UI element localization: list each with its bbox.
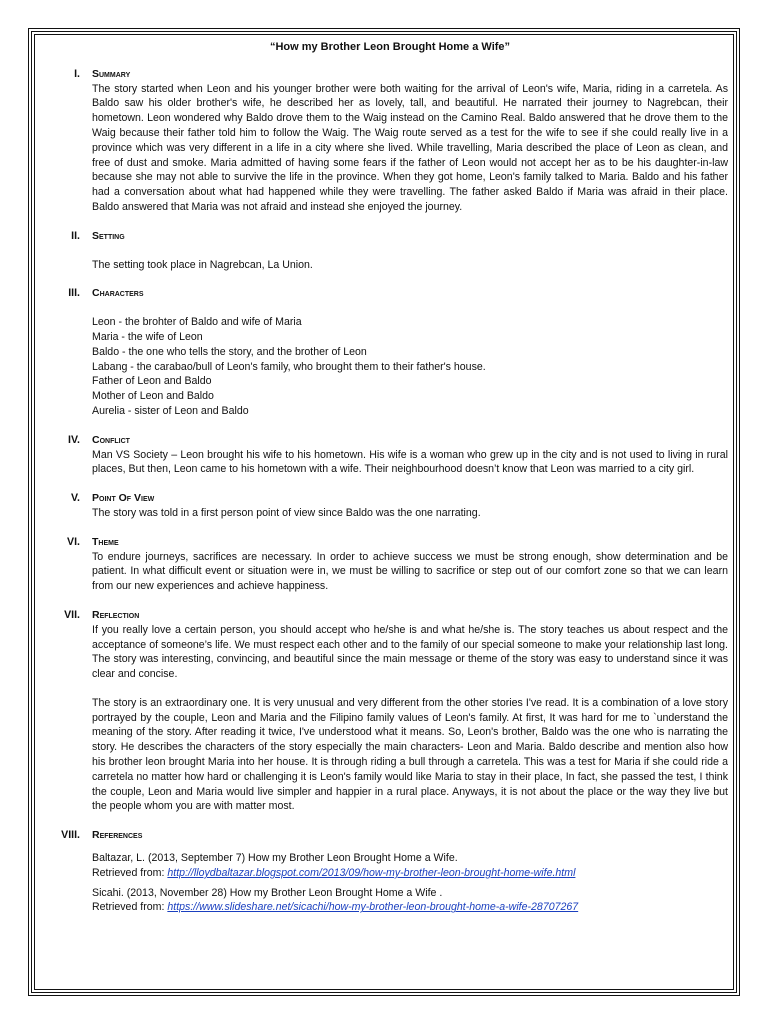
section-theme [52, 535, 728, 594]
document-title: “How my Brother Leon Brought Home a Wife” [269, 41, 511, 53]
character-item: Baldo - the one who tells the story, and the brother of Leon [92, 345, 367, 358]
section-numeral: V. [70, 492, 80, 505]
section-characters [52, 286, 728, 418]
reference-link[interactable]: https://www.slideshare.net/sicachi/how-my-brother-leon-brought-home-a-wife-28707267 [167, 901, 579, 914]
section-numeral: I. [74, 67, 80, 80]
section-reflection [52, 608, 728, 814]
section-heading-conflict: Conflict [92, 433, 130, 446]
section-conflict [52, 433, 728, 477]
section-numeral: VI. [67, 535, 80, 548]
section-heading-setting: Setting [92, 229, 125, 242]
section-heading-summary: Summary [92, 67, 131, 80]
setting-text: The setting took place in Nagrebcan, La Union. [92, 258, 313, 271]
conflict-text: Man VS Society – Leon brought his wife to his hometown. His wife is a woman who grew up in the city and is not used to living in rural places, But then, Leon came to his hometown with a wife. Their neighbourhood doesn’t know that Leon was married to a city girl. [92, 448, 728, 476]
reference-citation: Sicahi. (2013, November 28) How my Brother Leon Brought Home a Wife . [92, 886, 443, 899]
character-item: Labang - the carabao/bull of Leon's family, who brought them to their father's house. [92, 360, 486, 373]
section-heading-reflection: Reflection [92, 608, 140, 621]
character-item: Aurelia - sister of Leon and Baldo [92, 404, 249, 417]
section-setting [52, 229, 728, 273]
section-heading-theme: Theme [92, 535, 119, 548]
theme-text: To endure journeys, sacrifices are necessary. In order to achieve success we must be strong enough, show determination and be patient. In what difficult event or situation were in, we must be willing to sacrifice or step out of our comfort zone so that we can learn from our new experiences and achieve happiness. [92, 550, 728, 593]
character-item: Leon - the brohter of Baldo and wife of Maria [92, 316, 302, 329]
point-of-view-text: The story was told in a first person point of view since Baldo was the one narrating. [92, 506, 481, 519]
section-heading-characters: Characters [92, 287, 144, 300]
section-summary [52, 67, 728, 215]
character-item: Maria - the wife of Leon [92, 330, 203, 343]
character-item: Father of Leon and Baldo [92, 375, 212, 388]
section-numeral: VII. [64, 608, 80, 621]
section-heading-point-of-view: Point Of View [92, 492, 155, 505]
summary-text: The story started when Leon and his younger brother were both waiting for the arrival of Leon's wife, Maria, riding in a carretela. As Baldo saw his older brother's wife, he described her as lovely, tall, and beautiful. He narrated their journey to Nagrebcan, their hometown. Leon wondered why Baldo drove them to the Waig instead on the Camino Real. Baldo answered that he drove them to the Waig because their father told him to follow the Waig. The Waig route served as a test for the wife to see if she could really live in a province which was very different in a life in a city where she lived. While travelling, Maria described the place of Leon as clean, and free of dust and smoke. Maria admitted of having some fears if the father of Leon would not accept her as to be his daughter-in-law because she may not able to survive the life in the province. When they got home, Leon's family talked to Maria. Baldo and his father had a conversation about what had happened while they were travelling. The father asked Baldo if Maria was afraid in their place. Baldo answered that Maria was not afraid and instead she enjoyed the journey. [92, 82, 728, 213]
section-numeral: IV. [68, 433, 80, 446]
reference-entry [92, 851, 728, 881]
section-heading-references: References [92, 829, 143, 842]
section-numeral: III. [68, 287, 80, 300]
retrieved-label: Retrieved from: [92, 866, 168, 879]
reference-entry [92, 886, 728, 916]
section-numeral: II. [71, 229, 80, 242]
reference-link[interactable]: http://lloydbaltazar.blogspot.com/2013/09/how-my-brother-leon-brought-home-wife.html [167, 866, 576, 879]
document-body [52, 40, 728, 929]
reflection-paragraph: If you really love a certain person, you should accept who he/she is and what he/she is. The story teaches us about respect and the acceptance of someone’s life. We must respect each other and to the family of our special someone to make your relationship last long. The story was interesting, convincing, and beautiful since the main message or theme of the story was easy to understand since it was clear and concise. [92, 623, 728, 681]
section-point-of-view [52, 491, 728, 521]
section-references [52, 828, 728, 915]
character-item: Mother of Leon and Baldo [92, 390, 214, 403]
retrieved-label: Retrieved from: [92, 901, 168, 914]
section-numeral: VIII. [61, 829, 80, 842]
reflection-paragraph: The story is an extraordinary one. It is very unusual and very different from the other stories I've read. It is a combination of a love story portrayed by the couple, Leon and Maria and the Filipino family values of Leon's family. At first, It was hard for me to `understand the meaning of the story. After reading it twice, I've understood what it means. So, Leon's brother, Baldo was the one who is narrating the story. He describes the characters of the story especially the main characters- Leon and Maria. Baldo describe and mention also how his brother leon brought Maria into her house. It is through riding a bull through a carretela. This was a test for Maria if she could ride a carretela no matter how hard or challenging it is Leon's family would like Maria to stay in their place, In fact, she passed the test, I think the couple, Leon and Maria would live simpler and happier in a rural place. Anyways, it is not about the place or the way they live but the people whom you are with matter most. [92, 696, 728, 813]
reference-citation: Baltazar, L. (2013, September 7) How my Brother Leon Brought Home a Wife. [92, 852, 458, 865]
